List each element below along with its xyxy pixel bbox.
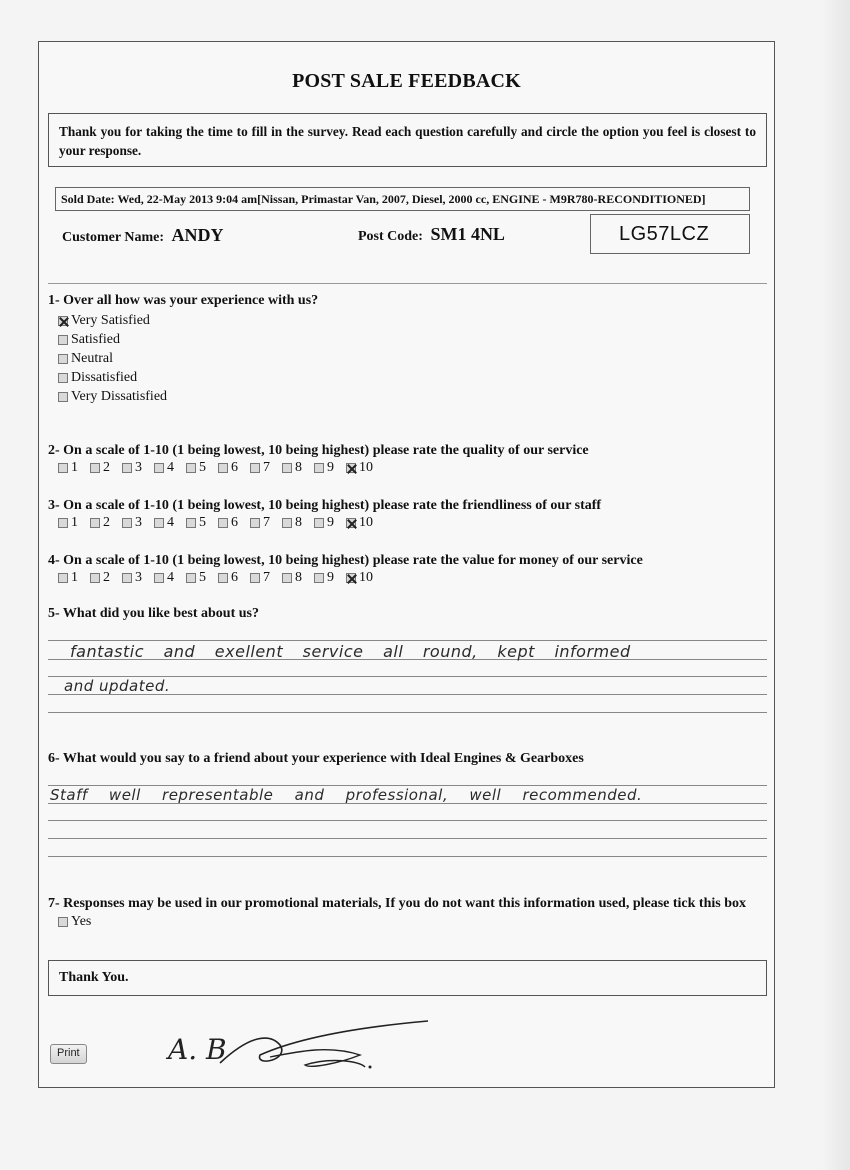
q3-scale-option[interactable] bbox=[314, 515, 346, 531]
q2-scale-option[interactable] bbox=[218, 460, 250, 476]
q3-scale-label: 1 bbox=[71, 515, 78, 530]
q4-scale-option[interactable] bbox=[314, 570, 346, 586]
sold-date-line: Sold Date: Wed, 22-May 2013 9:04 am[Nissan, Primastar Van, 2007, Diesel, 2000 cc, ENGINE - M9R780-RECONDITIONED] bbox=[55, 187, 750, 211]
answer-line bbox=[48, 820, 767, 821]
q2-scale-label: 4 bbox=[167, 460, 174, 475]
q2-scale-option[interactable] bbox=[282, 460, 314, 476]
q2-scale-option[interactable] bbox=[250, 460, 282, 476]
checkbox-icon[interactable] bbox=[154, 518, 164, 528]
question-7: 7- Responses may be used in our promotional materials, If you do not want this information used, please tick this box bbox=[48, 896, 746, 911]
q3-scale-option[interactable] bbox=[186, 515, 218, 531]
q2-scale-option[interactable] bbox=[314, 460, 346, 476]
q1-option-label: Dissatisfied bbox=[71, 370, 138, 385]
answer-line bbox=[48, 856, 767, 857]
q2-scale bbox=[58, 460, 378, 476]
checkbox-icon[interactable] bbox=[218, 573, 228, 583]
checkbox-icon[interactable] bbox=[282, 463, 292, 473]
checkbox-icon[interactable] bbox=[282, 573, 292, 583]
q5-answer-line-2: and updated. bbox=[64, 677, 171, 695]
q3-scale-option[interactable] bbox=[90, 515, 122, 531]
q4-scale-label: 6 bbox=[231, 570, 238, 585]
q2-scale-option[interactable] bbox=[90, 460, 122, 476]
form-title: POST SALE FEEDBACK bbox=[292, 70, 521, 92]
q1-option-label: Satisfied bbox=[71, 332, 120, 347]
q7-option-yes[interactable] bbox=[58, 914, 91, 930]
q3-scale bbox=[58, 515, 378, 531]
q4-scale-label: 5 bbox=[199, 570, 206, 585]
question-5: 5- What did you like best about us? bbox=[48, 606, 259, 621]
checkbox-icon[interactable] bbox=[282, 518, 292, 528]
q3-scale-label: 3 bbox=[135, 515, 142, 530]
q4-scale-option[interactable] bbox=[218, 570, 250, 586]
q1-option[interactable] bbox=[58, 351, 113, 367]
divider bbox=[48, 283, 767, 284]
q2-scale-label: 5 bbox=[199, 460, 206, 475]
q3-scale-option[interactable] bbox=[122, 515, 154, 531]
q2-scale-label: 7 bbox=[263, 460, 270, 475]
q1-option[interactable] bbox=[58, 313, 150, 329]
answer-line bbox=[48, 712, 767, 713]
checkbox-icon[interactable] bbox=[250, 463, 260, 473]
checkbox-icon[interactable] bbox=[90, 573, 100, 583]
checkbox-icon[interactable] bbox=[90, 518, 100, 528]
checkbox-icon[interactable] bbox=[218, 518, 228, 528]
checkbox-icon[interactable] bbox=[58, 316, 68, 326]
thank-you-box: Thank You. bbox=[48, 960, 767, 996]
checkbox-icon[interactable] bbox=[122, 518, 132, 528]
q4-scale-option[interactable] bbox=[186, 570, 218, 586]
checkbox-icon[interactable] bbox=[186, 518, 196, 528]
customer-name-value: ANDY bbox=[171, 225, 224, 245]
q3-scale-option[interactable] bbox=[218, 515, 250, 531]
question-3: 3- On a scale of 1-10 (1 being lowest, 10 being highest) please rate the friendliness of our staff bbox=[48, 498, 602, 513]
q4-scale-option[interactable] bbox=[250, 570, 282, 586]
q3-scale-label: 4 bbox=[167, 515, 174, 530]
q2-scale-option[interactable] bbox=[186, 460, 218, 476]
q2-scale-option[interactable] bbox=[154, 460, 186, 476]
post-code bbox=[358, 224, 505, 245]
checkbox-icon[interactable] bbox=[58, 354, 68, 364]
post-code-label: Post Code: bbox=[358, 229, 423, 244]
q2-scale-label: 10 bbox=[359, 460, 373, 475]
q2-scale-label: 6 bbox=[231, 460, 238, 475]
q2-scale-option[interactable] bbox=[346, 460, 378, 476]
checkbox-icon[interactable] bbox=[186, 573, 196, 583]
checkbox-icon[interactable] bbox=[250, 518, 260, 528]
q4-scale-label: 8 bbox=[295, 570, 302, 585]
q2-scale-label: 9 bbox=[327, 460, 334, 475]
q1-option[interactable] bbox=[58, 389, 167, 405]
q3-scale-label: 2 bbox=[103, 515, 110, 530]
checkbox-icon[interactable] bbox=[58, 373, 68, 383]
checkbox-icon[interactable] bbox=[346, 573, 356, 583]
post-code-value: SM1 4NL bbox=[430, 224, 505, 244]
checkbox-icon[interactable] bbox=[154, 573, 164, 583]
q6-answer-line-1: Staff well representable and professional, well recommended. bbox=[50, 786, 643, 804]
checkbox-icon[interactable] bbox=[314, 518, 324, 528]
q4-scale-label: 1 bbox=[71, 570, 78, 585]
question-1: 1- Over all how was your experience with us? bbox=[48, 293, 319, 308]
signature-initials: A. B bbox=[168, 1033, 227, 1066]
q4-scale-label: 9 bbox=[327, 570, 334, 585]
q1-option-label: Very Satisfied bbox=[71, 313, 150, 328]
q4-scale-label: 10 bbox=[359, 570, 373, 585]
q3-scale-label: 9 bbox=[327, 515, 334, 530]
checkbox-icon[interactable] bbox=[314, 573, 324, 583]
answer-line bbox=[48, 640, 767, 641]
question-4: 4- On a scale of 1-10 (1 being lowest, 10 being highest) please rate the value for money of our service bbox=[48, 553, 643, 568]
checkbox-icon[interactable] bbox=[314, 463, 324, 473]
q4-scale-label: 4 bbox=[167, 570, 174, 585]
checkbox-icon[interactable] bbox=[58, 335, 68, 345]
q1-option-label: Very Dissatisfied bbox=[71, 389, 168, 404]
q4-scale-option[interactable] bbox=[346, 570, 378, 586]
q4-scale-option[interactable] bbox=[58, 570, 90, 586]
q1-option[interactable] bbox=[58, 332, 120, 348]
checkbox-icon[interactable] bbox=[122, 463, 132, 473]
q4-scale bbox=[58, 570, 378, 586]
q3-scale-label: 8 bbox=[295, 515, 302, 530]
customer-name-label: Customer Name: bbox=[62, 230, 164, 245]
intro-box: Thank you for taking the time to fill in the survey. Read each question carefully and circle the option you feel is closest to your response. bbox=[48, 113, 767, 167]
q2-scale-option[interactable] bbox=[122, 460, 154, 476]
q3-scale-label: 5 bbox=[199, 515, 206, 530]
q5-answer-line-1: fantastic and exellent service all round, kept informed bbox=[70, 642, 631, 661]
q2-scale-label: 2 bbox=[103, 460, 110, 475]
q2-scale-label: 8 bbox=[295, 460, 302, 475]
checkbox-icon[interactable] bbox=[154, 463, 164, 473]
checkbox-icon[interactable] bbox=[218, 463, 228, 473]
checkbox-icon[interactable] bbox=[58, 573, 68, 583]
q1-option-label: Neutral bbox=[71, 351, 113, 366]
print-button[interactable]: Print bbox=[50, 1044, 87, 1064]
q3-scale-option[interactable] bbox=[154, 515, 186, 531]
q4-scale-label: 7 bbox=[263, 570, 270, 585]
checkbox-icon[interactable] bbox=[90, 463, 100, 473]
customer-info-block bbox=[55, 180, 752, 254]
checkbox-icon[interactable] bbox=[122, 573, 132, 583]
q3-scale-option[interactable] bbox=[58, 515, 90, 531]
page-edge-shadow bbox=[822, 0, 850, 1170]
checkbox-icon[interactable] bbox=[250, 573, 260, 583]
checkbox-icon[interactable] bbox=[58, 518, 68, 528]
checkbox-icon[interactable] bbox=[58, 463, 68, 473]
q2-scale-option[interactable] bbox=[58, 460, 90, 476]
q4-scale-option[interactable] bbox=[90, 570, 122, 586]
checkbox-icon[interactable] bbox=[346, 463, 356, 473]
question-6: 6- What would you say to a friend about your experience with Ideal Engines & Gearboxes bbox=[48, 751, 584, 766]
q1-option[interactable] bbox=[58, 370, 137, 386]
checkbox-icon[interactable] bbox=[346, 518, 356, 528]
signature bbox=[160, 1015, 440, 1090]
q3-scale-label: 6 bbox=[231, 515, 238, 530]
q3-scale-label: 7 bbox=[263, 515, 270, 530]
checkbox-icon[interactable] bbox=[58, 917, 68, 927]
q4-scale-option[interactable] bbox=[282, 570, 314, 586]
q4-scale-label: 3 bbox=[135, 570, 142, 585]
q3-scale-label: 10 bbox=[359, 515, 373, 530]
answer-line bbox=[48, 838, 767, 839]
q7-option-label: Yes bbox=[71, 914, 92, 929]
q4-scale-option[interactable] bbox=[154, 570, 186, 586]
q4-scale-label: 2 bbox=[103, 570, 110, 585]
registration-box: LG57LCZ bbox=[590, 214, 750, 254]
q3-scale-option[interactable] bbox=[250, 515, 282, 531]
q2-scale-label: 1 bbox=[71, 460, 78, 475]
customer-name bbox=[62, 225, 224, 246]
q3-scale-option[interactable] bbox=[282, 515, 314, 531]
q2-scale-label: 3 bbox=[135, 460, 142, 475]
checkbox-icon[interactable] bbox=[58, 392, 68, 402]
q4-scale-option[interactable] bbox=[122, 570, 154, 586]
q3-scale-option[interactable] bbox=[346, 515, 378, 531]
question-2: 2- On a scale of 1-10 (1 being lowest, 10 being highest) please rate the quality of our service bbox=[48, 443, 589, 458]
checkbox-icon[interactable] bbox=[186, 463, 196, 473]
